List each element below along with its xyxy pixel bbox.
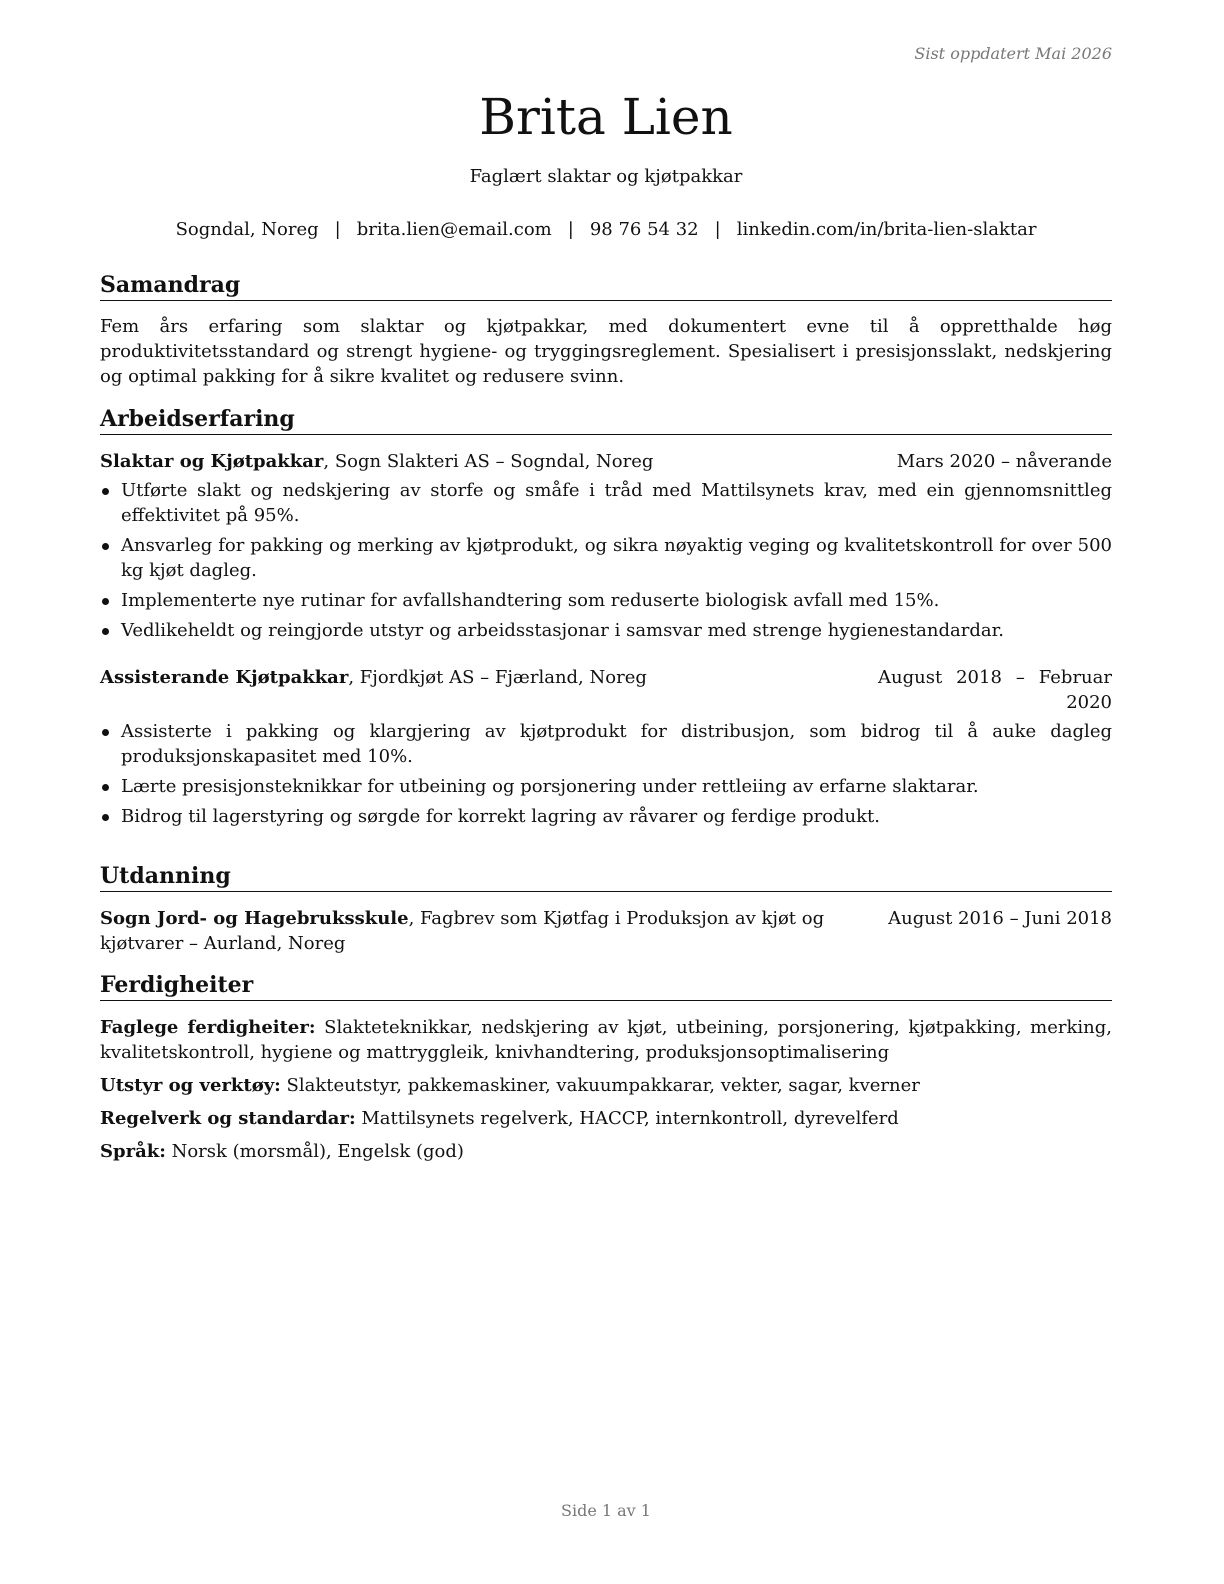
- section-heading-summary: Samandrag: [100, 271, 1112, 301]
- job-title: Slaktar og Kjøtpakkar: [100, 451, 324, 472]
- bullet-icon: [102, 784, 109, 791]
- skill-value: Slakteutstyr, pakkemaskiner, vakuumpakkarar, vekter, sagar, kverner: [280, 1075, 920, 1096]
- job-entry: [100, 665, 1112, 829]
- education-entry: [100, 906, 1112, 956]
- bullet-text: Implementerte nye rutinar for avfallshandtering som reduserte biologisk avfall med 15%.: [121, 590, 940, 611]
- job-header: [100, 449, 1112, 474]
- bullet-text: Bidrog til lagerstyring og sørgde for korrekt lagring av råvarer og ferdige produkt.: [121, 806, 881, 827]
- contact-email[interactable]: brita.lien@email.com: [356, 219, 552, 240]
- bullet-text: Lærte presisjonsteknikkar for utbeining og porsjonering under rettleiing av erfarne slaktarar.: [121, 776, 979, 797]
- list-item: [100, 618, 1112, 643]
- experience-section: [100, 405, 1112, 834]
- job-title: Assisterande Kjøtpakkar: [100, 667, 349, 688]
- page-number: Side 1 av 1: [561, 1501, 651, 1520]
- skill-row: [100, 1073, 1112, 1098]
- job-dates: August 2018 – Februar 2020: [878, 667, 1112, 713]
- job-employer: , Fjordkjøt AS – Fjærland, Noreg: [348, 667, 647, 688]
- summary-section: [100, 271, 1112, 389]
- skill-value: Slakteteknikkar, nedskjering av kjøt, utbeining, porsjonering, kjøtpakking, merking, kvalitetskontroll, hygiene og mattryggleik, knivhandtering, produksjonsoptimalisering: [100, 1017, 1112, 1063]
- education-details: , Fagbrev som Kjøtfag i Produksjon av kjøt og kjøtvarer – Aurland, Noreg: [100, 908, 825, 954]
- job-header: [100, 665, 1112, 715]
- skill-row: [100, 1106, 1112, 1131]
- contact-separator: |: [334, 219, 341, 240]
- section-heading-education: Utdanning: [100, 862, 1112, 892]
- skills-section: [100, 971, 1112, 1164]
- bullet-text: Utførte slakt og nedskjering av storfe og småfe i tråd med Mattilsynets krav, med ein gjennomsnittleg effektivitet på 95%.: [121, 480, 1112, 526]
- list-item: [100, 804, 1112, 829]
- job-entry: [100, 449, 1112, 643]
- education-section: [100, 862, 1112, 956]
- contact-phone: 98 76 54 32: [589, 219, 699, 240]
- job-dates: Mars 2020 – nåverande: [896, 451, 1112, 472]
- job-employer: , Sogn Slakteri AS – Sogndal, Noreg: [323, 451, 654, 472]
- list-item: [100, 719, 1112, 769]
- education-dates: August 2016 – Juni 2018: [888, 908, 1112, 929]
- school-name: Sogn Jord- og Hagebruksskule: [100, 908, 409, 929]
- last-updated: Sist oppdatert Mai 2026: [914, 44, 1112, 63]
- skill-label: Faglege ferdigheiter:: [100, 1017, 316, 1038]
- job-bullets: [100, 478, 1112, 643]
- skill-row: [100, 1015, 1112, 1065]
- summary-text: Fem års erfaring som slaktar og kjøtpakkar, med dokumentert evne til å oppretthalde høg produktivitetsstandard og strengt hygiene- og tryggingsreglement. Spesialisert i presisjonsslakt, nedskjering og optimal pakking for å sikre kvalitet og redusere svinn.: [100, 316, 1112, 387]
- bullet-icon: [102, 543, 109, 550]
- bullet-text: Ansvarleg for pakking og merking av kjøtprodukt, og sikra nøyaktig veging og kvalitetskontroll for over 500 kg kjøt dagleg.: [121, 535, 1112, 581]
- candidate-title: Faglært slaktar og kjøtpakkar: [469, 166, 743, 187]
- resume-page: [100, 0, 1112, 1584]
- bullet-icon: [102, 729, 109, 736]
- skill-row: [100, 1139, 1112, 1164]
- contact-line: [100, 219, 1112, 240]
- skill-label: Språk:: [100, 1141, 166, 1162]
- skill-label: Utstyr og verktøy:: [100, 1075, 281, 1096]
- contact-linkedin[interactable]: linkedin.com/in/brita-lien-slaktar: [736, 219, 1037, 240]
- skill-label: Regelverk og standardar:: [100, 1108, 356, 1129]
- section-heading-skills: Ferdigheiter: [100, 971, 1112, 1001]
- contact-location: Sogndal, Noreg: [175, 219, 319, 240]
- contact-separator: |: [714, 219, 721, 240]
- bullet-text: Vedlikeheldt og reingjorde utstyr og arbeidsstasjonar i samsvar med strenge hygienestandardar.: [121, 620, 1004, 641]
- candidate-name: Brita Lien: [479, 88, 733, 146]
- bullet-text: Assisterte i pakking og klargjering av kjøtprodukt for distribusjon, som bidrog til å auke dagleg produksjonskapasitet med 10%.: [121, 721, 1112, 767]
- bullet-icon: [102, 814, 109, 821]
- list-item: [100, 588, 1112, 613]
- list-item: [100, 478, 1112, 528]
- contact-separator: |: [567, 219, 574, 240]
- bullet-icon: [102, 628, 109, 635]
- skill-value: Mattilsynets regelverk, HACCP, internkontroll, dyrevelferd: [355, 1108, 899, 1129]
- bullet-icon: [102, 488, 109, 495]
- skill-value: Norsk (morsmål), Engelsk (god): [165, 1141, 464, 1162]
- list-item: [100, 533, 1112, 583]
- job-bullets: [100, 719, 1112, 829]
- list-item: [100, 774, 1112, 799]
- bullet-icon: [102, 598, 109, 605]
- section-heading-experience: Arbeidserfaring: [100, 405, 1112, 435]
